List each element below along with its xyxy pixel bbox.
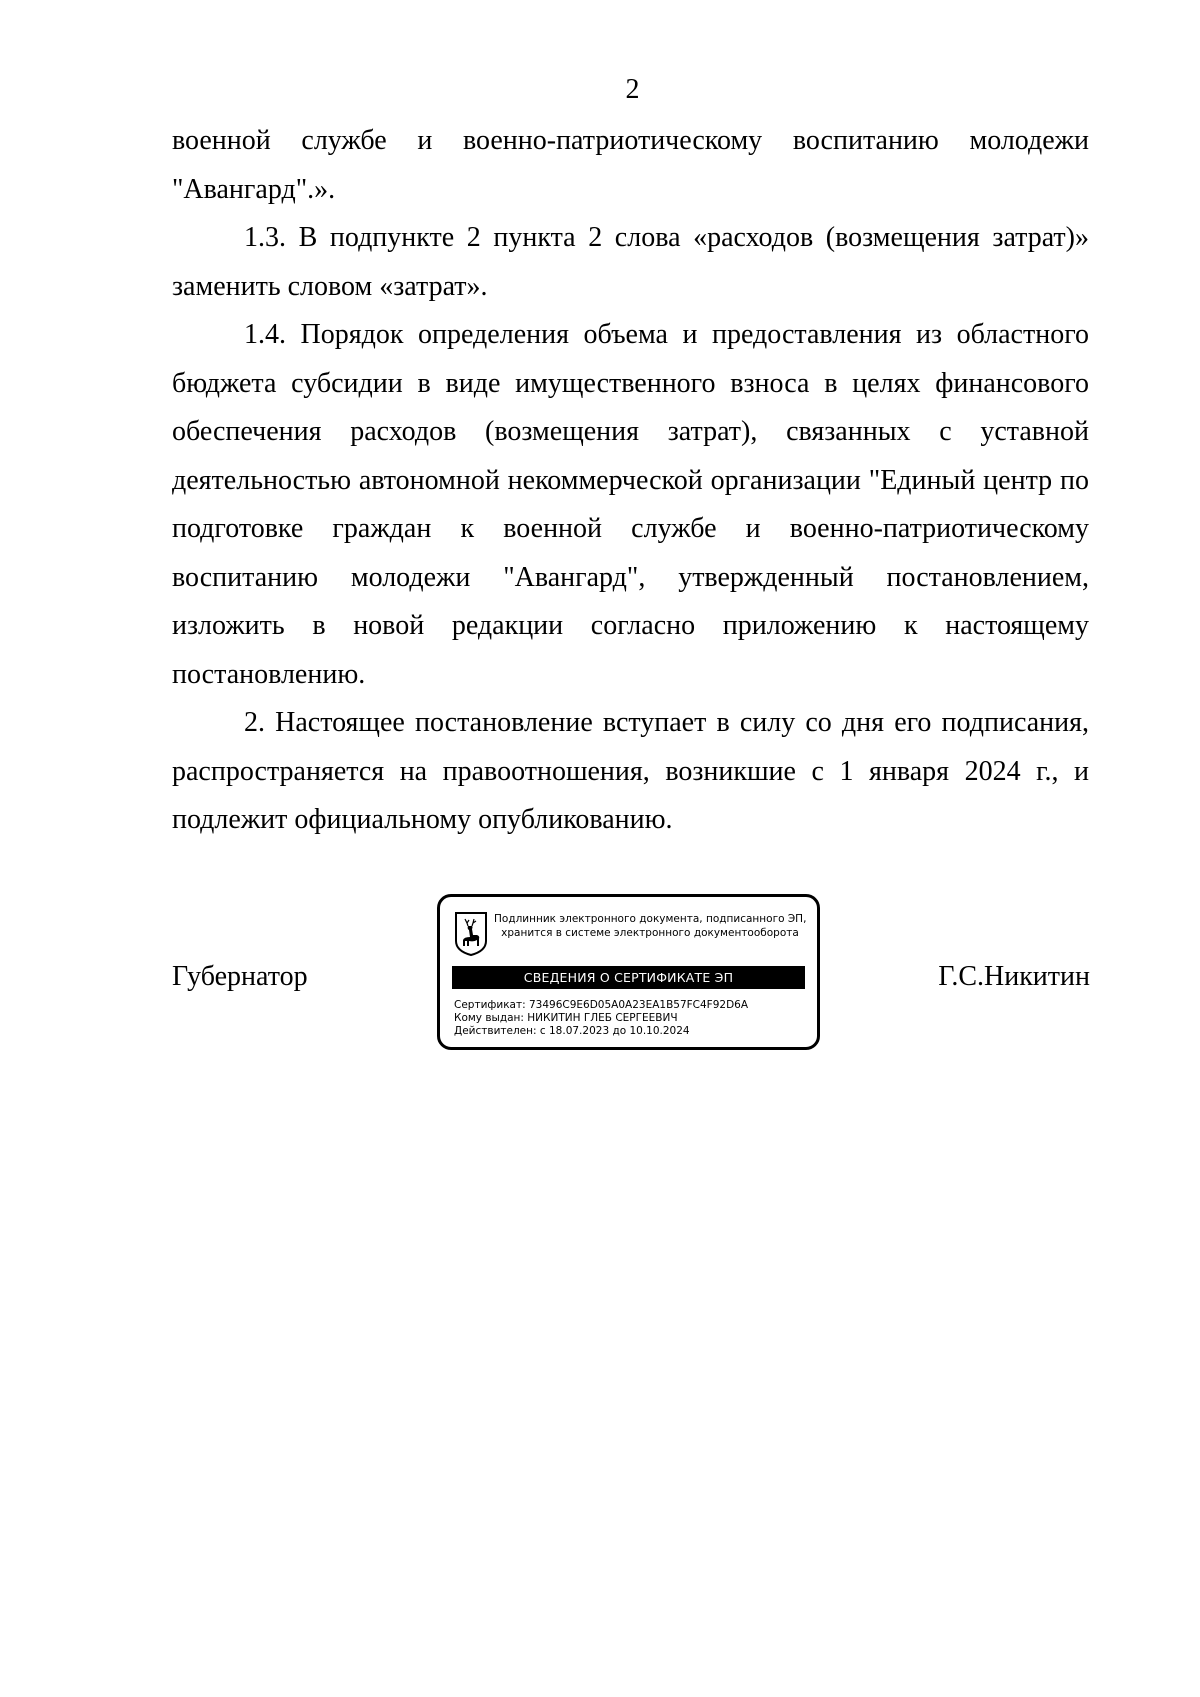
stamp-header: [494, 912, 806, 940]
validity-row: [454, 1025, 748, 1038]
paragraph-2: 2. Настоящее постановление вступает в силу со дня его подписания, распространяется на правоотношения, возникшие с 1 января 2024 г., и подлежит официальному опубликованию.: [172, 707, 1089, 835]
issued-to-row: [454, 1012, 748, 1025]
electronic-signature-stamp: [437, 894, 820, 1050]
deer-emblem-icon: [454, 911, 488, 957]
stamp-header-line: хранится в системе электронного документооборота: [501, 927, 799, 939]
signatory-position: Губернатор: [172, 961, 308, 992]
validity-label: Действителен:: [454, 1025, 537, 1037]
stamp-details: [454, 999, 748, 1038]
page-number: 2: [625, 74, 640, 105]
document-body: [172, 117, 1089, 845]
stamp-header-line: Подлинник электронного документа, подписанного ЭП,: [494, 913, 807, 925]
signatory-name: Г.С.Никитин: [938, 961, 1090, 992]
issued-to-label: Кому выдан:: [454, 1012, 524, 1024]
paragraph-1-4: 1.4. Порядок определения объема и предоставления из областного бюджета субсидии в виде имущественного взноса в целях финансового обеспечения расходов (возмещения затрат), связанных с уставной деятельностью автономной некоммерческой организации "Единый центр по подготовке граждан к военной службе и военно-патриотическому воспитанию молодежи "Авангард", утвержденный постановлением, изложить в новой редакции согласно приложению к настоящему постановлению.: [172, 319, 1089, 690]
validity-value: с 18.07.2023 до 10.10.2024: [539, 1025, 690, 1037]
certificate-row: [454, 999, 748, 1012]
stamp-title-bar: СВЕДЕНИЯ О СЕРТИФИКАТЕ ЭП: [452, 966, 805, 989]
paragraph-1-3: 1.3. В подпункте 2 пункта 2 слова «расходов (возмещения затрат)» заменить словом «затрат».: [172, 222, 1089, 302]
certificate-value: 73496C9E6D05A0A23EA1B57FC4F92D6A: [528, 999, 749, 1011]
certificate-label: Сертификат:: [454, 999, 526, 1011]
issued-to-value: НИКИТИН ГЛЕБ СЕРГЕЕВИЧ: [527, 1012, 678, 1024]
paragraph-continuation: военной службе и военно-патриотическому воспитанию молодежи "Авангард".».: [172, 125, 1089, 205]
